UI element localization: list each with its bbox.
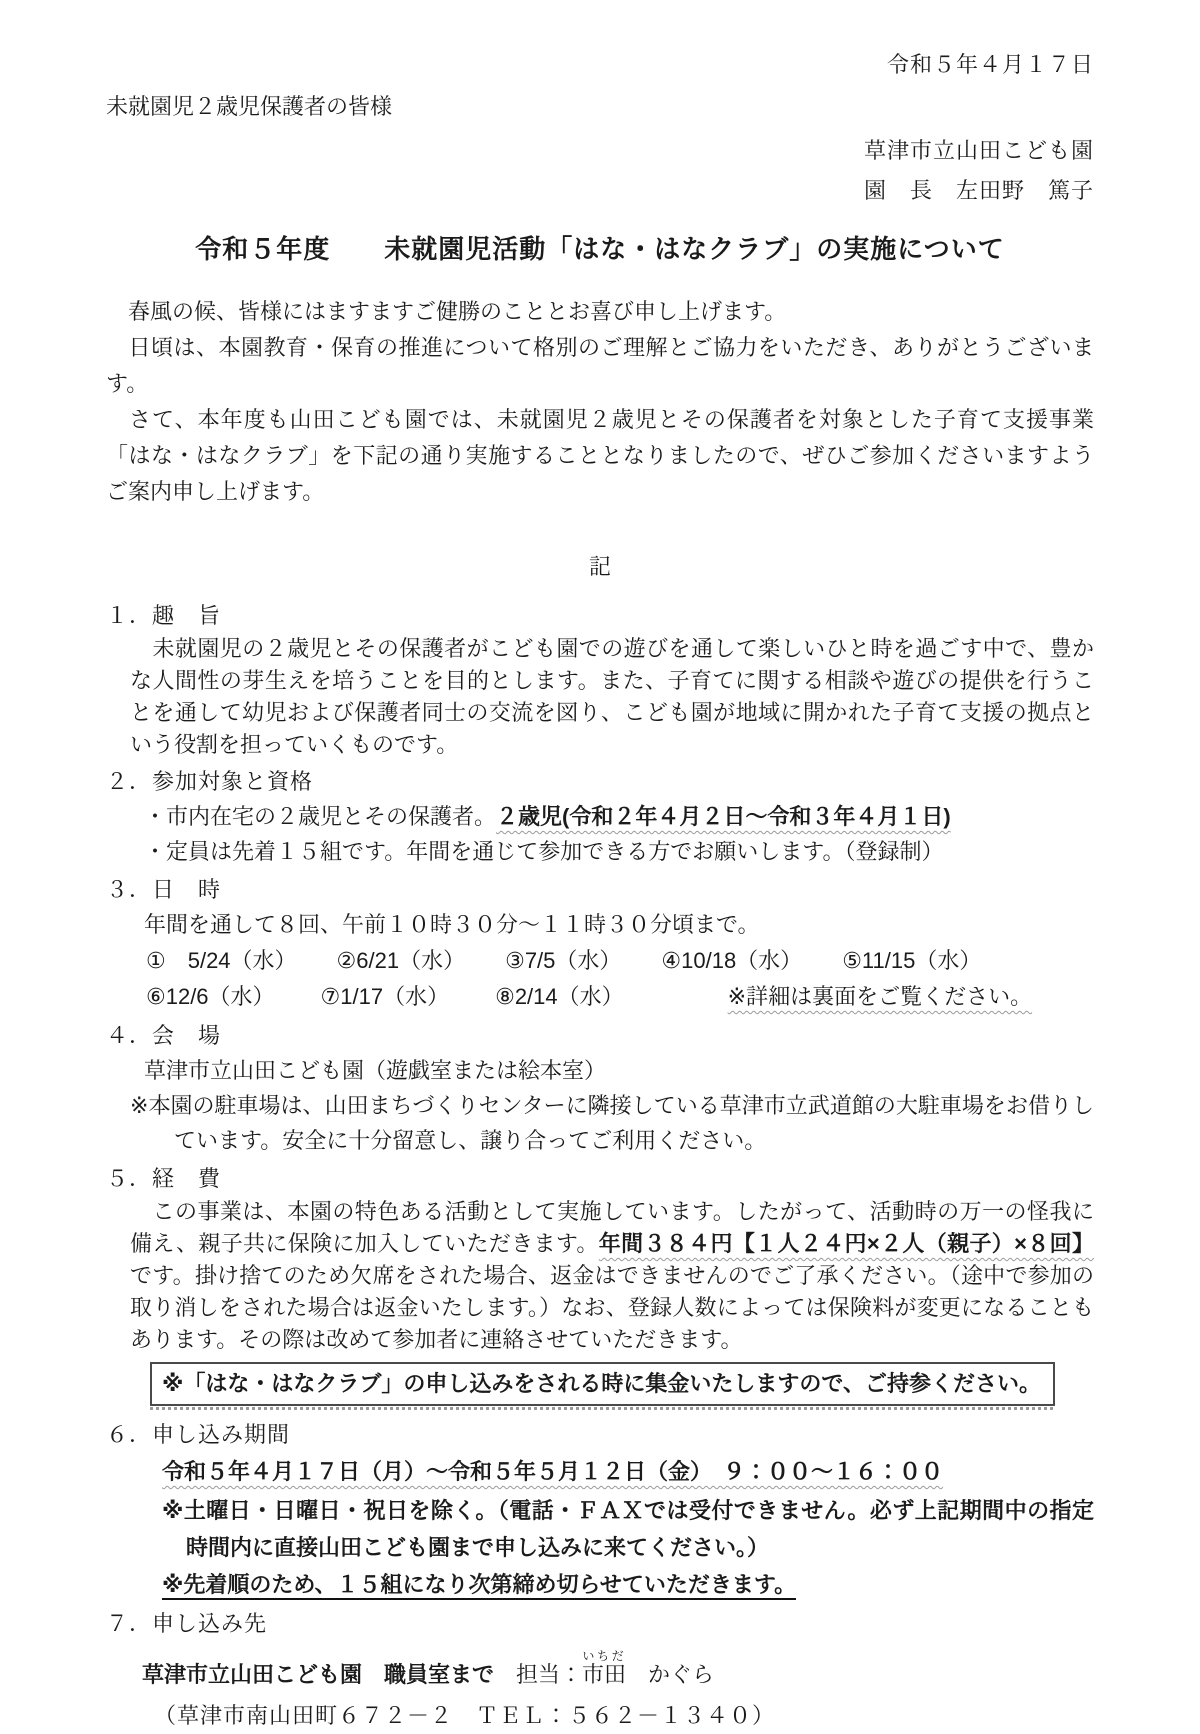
- contact-name-furigana: いちだ: [582, 1649, 627, 1663]
- section-2-item-1-text: ・市内在宅の２歳児とその保護者。: [144, 804, 497, 829]
- fee-text-pre: この事業は、本園の特色ある活動として実施しています。したがって、活動時の万一の怪我に備え、親子共に保険に加入していただきます。: [130, 1199, 1094, 1256]
- fee-amount: 年間３８４円【１人２４円×２人（親子）×８回】: [598, 1231, 1095, 1256]
- contact-line: [142, 1649, 1094, 1698]
- application-note-2: [162, 1566, 1094, 1603]
- schedule-date-3: ③7/5（水）: [505, 948, 622, 973]
- venue-name: 草津市立山田こども園（遊戯室または絵本室）: [144, 1058, 607, 1083]
- schedule-row-2: [146, 979, 1094, 1015]
- payment-boxed-note: ※「はな・はなクラブ」の申し込みをされる時に集金いたしますので、ご持参ください。: [150, 1362, 1055, 1406]
- schedule-date-4: ④10/18（水）: [661, 948, 803, 973]
- section-1-heading: １．趣 旨: [106, 603, 222, 628]
- application-period-text: 令和５年４月１７日（月）～令和５年５月１２日（金） ９：００～１６：００: [162, 1459, 944, 1484]
- contact-name-with-furigana: [582, 1649, 627, 1687]
- intro-paragraph-3: さて、本年度も山田こども園では、未就園児２歳児とその保護者を対象とした子育て支援事業「はな・はなクラブ」を下記の通り実施することとなりましたので、ぜひご参加くださいますようご案内申し上げます。: [106, 407, 1094, 504]
- schedule-note: ※詳細は裏面をご覧ください。: [727, 984, 1033, 1009]
- intro-paragraphs: [106, 294, 1094, 510]
- sender-organization: 草津市立山田こども園: [863, 138, 1094, 163]
- zigzag-underline: [150, 1407, 1055, 1410]
- schedule-row-1: [146, 943, 1094, 979]
- schedule-date-5: ⑤11/15（水）: [842, 948, 982, 973]
- schedule-date-7: ⑦1/17（水）: [320, 984, 450, 1009]
- section-2-item-2: ・定員は先着１５組です。年間を通じて参加できる方でお願いします。（登録制）: [144, 839, 944, 864]
- application-note-1: ※土曜日・日曜日・祝日を除く。（電話・ＦＡＸでは受付できません。必ず上記期間中の指定時間内に直接山田こども園まで申し込みに来てください。）: [162, 1498, 1094, 1560]
- contact-place: 草津市立山田こども園 職員室まで: [142, 1662, 495, 1687]
- schedule-date-8: ⑧2/14（水）: [495, 984, 624, 1009]
- section-5-heading: ５．経 費: [106, 1166, 222, 1191]
- intro-paragraph-1: 春風の候、皆様にはますますご健勝のこととお喜び申し上げます。: [106, 299, 787, 324]
- schedule-date-6: ⑥12/6（水）: [146, 984, 275, 1009]
- contact-label: 担当：: [494, 1662, 583, 1687]
- contact-name-rest: かぐら: [626, 1662, 715, 1687]
- section-2-heading: ２．参加対象と資格: [106, 769, 314, 794]
- section-4-heading: ４．会 場: [106, 1023, 222, 1048]
- contact-name-base: 市田: [582, 1662, 627, 1687]
- document-title: 令和５年度 未就園児活動「はな・はなクラブ」の実施について: [195, 234, 1005, 264]
- section-1-body: 未就園児の２歳児とその保護者がこども園での遊びを通して楽しいひと時を過ごす中で、豊かな人間性の芽生えを培うことを目的とします。また、子育てに関する相談や遊びの提供を行うことを通して幼児および保護者同士の交流を図り、こども園が地域に開かれた子育て支援の拠点という役割を担っていくものです。: [130, 636, 1094, 757]
- application-note-2-text: ※先着順のため、１５組になり次第締め切らせていただきます。: [162, 1572, 796, 1600]
- sender-principal: 園 長 左田野 篤子: [863, 178, 1094, 203]
- fee-text-post: です。掛け捨てのため欠席をされた場合、返金はできませんのでご了承ください。（途中で参加の取り消しをされた場合は返金いたします。）なお、登録人数によっては保険料が変更になることもあります。その際は改めて参加者に連絡させていただきます。: [130, 1263, 1094, 1352]
- parking-note: ※本園の駐車場は、山田まちづくりセンターに隣接している草津市立武道館の大駐車場をお借りしています。安全に十分留意し、譲り合ってご利用ください。: [130, 1093, 1094, 1153]
- ki-marker: 記: [588, 554, 611, 579]
- schedule-date-1: ① 5/24（水）: [146, 948, 297, 973]
- addressee: 未就園児２歳児保護者の皆様: [106, 94, 393, 119]
- schedule-intro: 年間を通して８回、午前１０時３０分～１１時３０分頃まで。: [144, 912, 760, 937]
- section-7-heading: ７．申し込み先: [106, 1611, 268, 1636]
- section-3-heading: ３．日 時: [106, 877, 222, 902]
- section-6-heading: ６．申し込み期間: [106, 1422, 291, 1447]
- address-line: （草津市南山田町６７２－２ ＴＥＬ：５６２－１３４０）: [154, 1703, 776, 1728]
- section-5-body: [130, 1196, 1094, 1356]
- section-2-item-1: [144, 799, 1094, 834]
- schedule-date-2: ②6/21（水）: [336, 948, 466, 973]
- intro-paragraph-2: 日頃は、本園教育・保育の推進について格別のご理解とご協力をいただき、ありがとうございます。: [106, 335, 1094, 396]
- application-period: [162, 1452, 1094, 1492]
- letter-date: 令和５年４月１７日: [886, 52, 1094, 77]
- boxed-note-wrapper: [150, 1362, 1055, 1410]
- eligible-age-range: ２歳児(令和２年４月２日～令和３年４月１日): [496, 804, 951, 829]
